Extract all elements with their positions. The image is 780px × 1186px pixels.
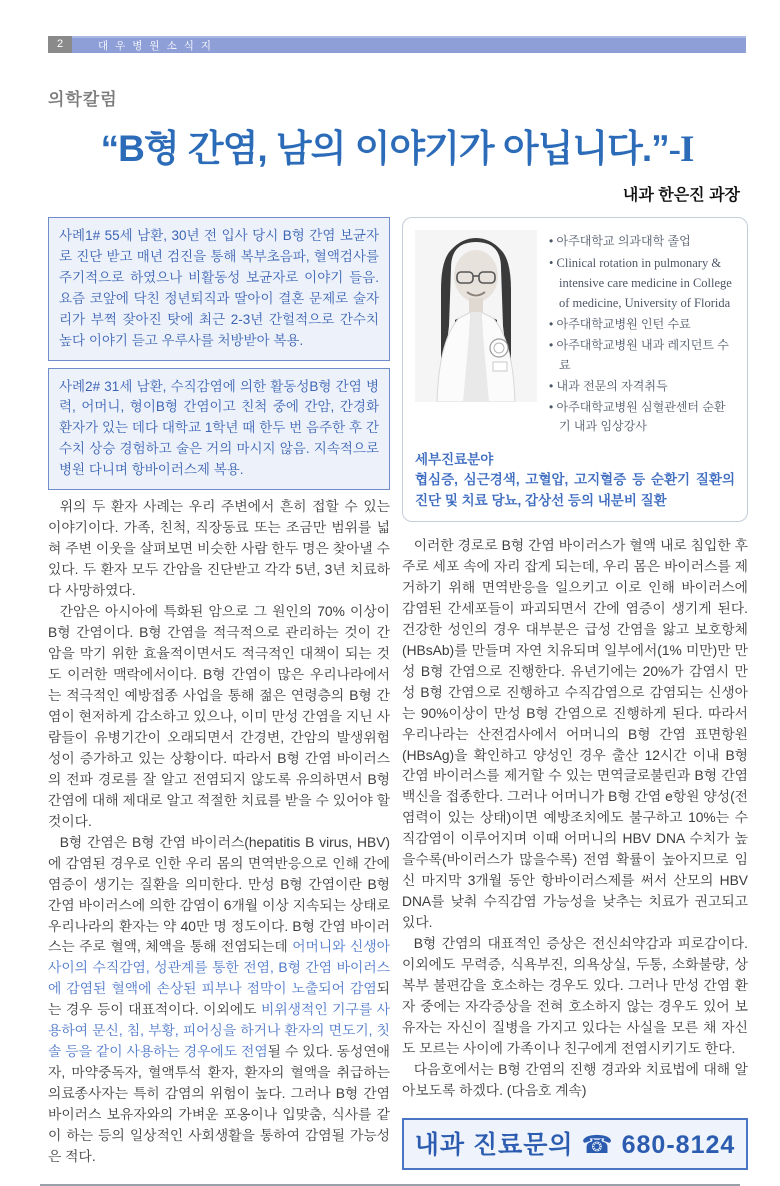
highlighted-text-segment: 비위생적인 기구를 사용하여 문신, 침, 부황, 피어싱을 하거나 환자의 면도기, 칫솔 등을 같이 사용하는 경우에도 전염 xyxy=(48,1002,390,1060)
doctor-profile-box xyxy=(402,217,748,522)
article-columns xyxy=(48,217,746,1170)
right-column xyxy=(402,217,748,1170)
headline-main: “B형 간염, 남의 이야기가 아닙니다.” xyxy=(100,128,669,169)
masthead-bar xyxy=(48,36,746,53)
credential-item: • 아주대학교병원 내과 레지던트 수료 xyxy=(549,336,735,374)
credential-item: • 아주대학교병원 인턴 수료 xyxy=(549,315,735,334)
case-box-1: 사례1# 55세 남환, 30년 전 입사 당시 B형 간염 보균자로 진단 받고 매년 검진을 통해 복부초음파, 혈액검사를 주기적으로 하였으나 비활동성 보균자로 이야기 들음. 요즘 코앞에 닥친 정년퇴직과 딸아이 결혼 문제로 술자리가 부쩍 잦아진 탓에 최근 2-3년 간헐적으로 간수치 높다 이야기 듣고 우루사를 처방받아 복용. xyxy=(48,217,390,361)
credentials-list xyxy=(549,232,735,438)
page-number: 2 xyxy=(48,36,72,53)
case-box-2: 사례2# 31세 남환, 수직감염에 의한 활동성B형 간염 병력, 어머니, 형이B형 간염이고 친척 중에 간암, 간경화 환자가 있는 데다 대학교 1학년 때 한두 번 음주한 후 간수치 상승 경험하고 술은 거의 마시지 않음. 지속적으로 병원 다니며 항바이러스제 복용. xyxy=(48,368,390,491)
left-column xyxy=(48,217,390,1170)
body-paragraph: 다음호에서는 B형 간염의 진행 경과와 치료법에 대해 알아보도록 하겠다. (다음호 계속) xyxy=(402,1062,748,1098)
specialty-section xyxy=(415,448,735,511)
doctor-portrait-illustration xyxy=(415,230,537,402)
body-paragraph: 위의 두 환자 사례는 우리 주변에서 흔히 접할 수 있는 이야기이다. 가족, 친척, 직장동료 또는 조금만 범위를 넓혀 주변 이웃을 살펴보면 비슷한 사람 한두 명은 찾아낼 수 있다. 두 환자 모두 간암을 진단받고 각각 5년, 3년 치료하다 사망하였다. xyxy=(48,499,390,599)
doctor-photo xyxy=(415,230,537,402)
specialty-text: 협심증, 심근경색, 고혈압, 고지혈증 등 순환기 질환의 진단 및 치료 당뇨, 갑상선 등의 내분비 질환 xyxy=(415,472,735,508)
specialty-heading: 세부진료분야 xyxy=(415,452,494,468)
masthead-title: 대우병원소식지 xyxy=(72,36,746,53)
phone-number: 680-8124 xyxy=(621,1130,736,1159)
section-kicker: 의학칼럼 xyxy=(48,90,118,109)
body-paragraph: 간암은 아시아에 특화된 암으로 그 원인의 70% 이상이 B형 간염이다. B형 간염을 적극적으로 관리하는 것이 간암을 막기 위한 효율적이면서도 적극적인 대책이 되는 것도 이러한 맥락에서이다. B형 간염이 많은 우리나라에서는 적극적인 예방접종 사업을 통해 젊은 연령층의 B형 간염이 현저하게 감소하고 있으나, 이미 만성 간염을 지닌 사람들이 유병기간이 오래되면서 간경변, 간암의 발생위험성이 증가하고 있는 상황이다. 따라서 B형 간염 바이러스의 전파 경로를 잘 알고 전염되지 않도록 유의하면서 B형 간염에 대해 제대로 알고 적절한 치료를 받을 수 있어야 할 것이다. xyxy=(48,603,390,829)
credential-item: • 아주대학교병원 심혈관센터 순환기 내과 임상강사 xyxy=(549,398,735,436)
headline-suffix: -I xyxy=(668,129,694,170)
body-paragraph xyxy=(48,833,390,1169)
credential-item: • 내과 전문의 자격취득 xyxy=(549,377,735,396)
credential-item: • 아주대학교 의과대학 졸업 xyxy=(549,232,735,251)
contact-label: 내과 진료문의 xyxy=(414,1130,574,1159)
credential-item: • Clinical rotation in pulmonary & intensive care medicine in College of medicine, University of Florida xyxy=(549,253,735,313)
author-byline: 내과 한은진 과장 xyxy=(622,187,740,204)
text-segment: 되는 경우 등이 대표적이다. 이외에도 xyxy=(48,981,390,1018)
body-paragraph: B형 간염의 대표적인 증상은 전신쇠약감과 피로감이다. 이외에도 무력증, 식욕부진, 의욕상실, 두통, 소화불량, 상복부 불편감을 호소하는 경우도 있다. 그러나 만성 간염 환자 중에는 자각증상을 전혀 호소하지 않는 경우도 있어 보유자는 자신이 질병을 가지고 있다는 사실을 모른 채 자신도 모르는 사이에 가족이나 친구에게 전염시키기도 한다. xyxy=(402,936,748,1057)
body-paragraph: 이러한 경로로 B형 간염 바이러스가 혈액 내로 침입한 후 주로 세포 속에 자리 잡게 되는데, 우리 몸은 바이러스를 제거하기 위해 면역반응을 일으키고 이로 인해 바이러스에 감염된 간세포들이 파괴되면서 간에 염증이 생기게 된다. 건강한 성인의 경우 대부분은 급성 간염을 앓고 보호항체(HBsAb)를 만들며 자연 치유되며 일부에서(1% 미만)만 만성 B형 간염으로 진행한다. 유년기에는 20%가 감염시 만성 B형 간염으로 진행하고 수직감염으로 감염되는 신생아는 90%이상이 만성 B형 간염으로 진행하게 된다. 따라서 우리나라는 산전검사에서 어머니의 B형 간염 표면항원(HBsAg)을 확인하고 양성인 경우 출산 12시간 이내 B형 간염 바이러스를 제거할 수 있는 면역글로불린과 B형 간염백신을 접종한다. 그러나 어머니가 B형 간염 e항원 양성(전염력이 있는 상태)이면 예방조치에도 불구하고 10%는 수직감염이 이루어지며 이때 어머니의 HBV DNA 수치가 높을수록(바이러스가 많을수록) 전염 확률이 높아지므로 임신 마지막 3개월 동안 항바이러스제를 써서 산모의 HBV DNA를 낮춰 수직감염 가능성을 낮추는 치료가 권고되고 있다. xyxy=(402,537,748,931)
highlighted-text-segment: 어머니와 신생아 사이의 수직감염, 성관계를 통한 전염, B형 간염 바이러스에 감염된 혈액에 손상된 피부나 점막이 노출되어 감염 xyxy=(48,939,390,997)
article-headline xyxy=(48,118,746,172)
text-segment: B형 간염은 B형 간염 바이러스(hepatitis B virus, HBV)에 감염된 경우로 인한 우리 몸의 면역반응으로 인해 간에 염증이 생기는 질환을 의미한다. 만성 B형 간염이란 B형 간염 바이러스에 의한 감염이 6개월 이상 지속되는 상태로 우리나라의 환자는 약 40만 명 정도이다. B형 간염 바이러스는 주로 혈액, 체액을 통해 전염되는데 xyxy=(48,834,390,955)
text-segment: 될 수 있다. 동성연애자, 마약중독자, 혈액투석 환자, 환자의 혈액을 취급하는 의료종사자는 특히 감염의 위험이 높다. 그러나 B형 간염 바이러스 보유자와의 가벼운 포옹이나 입맞춤, 식사를 같이 하는 등의 일상적인 사회생활을 통하여 감염될 가능성은 적다. xyxy=(48,1044,390,1165)
contact-phone-box xyxy=(402,1118,748,1170)
phone-icon: ☎ xyxy=(581,1130,614,1159)
